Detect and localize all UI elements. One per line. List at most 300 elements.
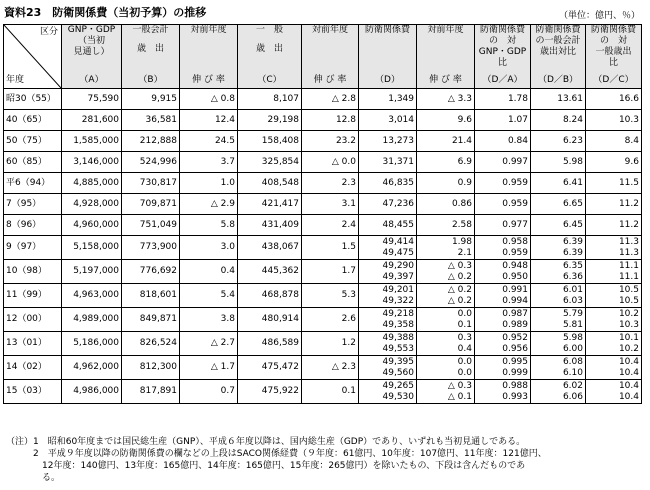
ippan-cell: 849,871 bbox=[122, 308, 180, 332]
saishutsu-cell: 421,417 bbox=[238, 194, 302, 215]
defense-cell bbox=[359, 89, 417, 110]
ratio-ippan-cell-value: 5.98 bbox=[562, 332, 583, 343]
year-cell: 15（03） bbox=[4, 380, 62, 404]
header-growth3-label: 対前年度 bbox=[427, 25, 464, 35]
ratio-ippan-cell bbox=[531, 380, 586, 404]
footnotes bbox=[6, 436, 642, 484]
header-ratio-sai-line: 一般歳出 bbox=[595, 47, 632, 57]
ratio-sai-cell bbox=[586, 194, 642, 215]
table-row bbox=[4, 260, 642, 284]
growth2-cell: 2.6 bbox=[302, 308, 359, 332]
growth3-cell-value: 0.0 bbox=[457, 367, 472, 378]
growth2-cell: 12.8 bbox=[302, 110, 359, 131]
ratio-gnp-cell bbox=[475, 260, 531, 284]
growth3-cell bbox=[417, 236, 475, 260]
defense-cell bbox=[359, 131, 417, 152]
header-ratio-sai-line: の 対 bbox=[599, 36, 627, 46]
growth3-cell bbox=[417, 308, 475, 332]
header-gnp bbox=[62, 25, 122, 89]
ratio-gnp-cell-value: 1.78 bbox=[507, 93, 528, 104]
defense-cell-value: 49,290 bbox=[382, 260, 414, 271]
ratio-ippan-cell bbox=[531, 131, 586, 152]
header-ratio-gnp-code: （D／A） bbox=[482, 75, 523, 85]
ratio-gnp-cell-value: 0.958 bbox=[502, 236, 528, 247]
growth3-cell bbox=[417, 215, 475, 236]
ratio-ippan-cell-value: 6.65 bbox=[562, 198, 583, 209]
ippan-cell: 212,888 bbox=[122, 131, 180, 152]
header-growth1-label: 対前年度 bbox=[190, 25, 227, 35]
ratio-sai-cell-value: 10.4 bbox=[618, 380, 639, 391]
ratio-ippan-cell-value: 6.10 bbox=[562, 367, 583, 378]
growth2-cell: 5.3 bbox=[302, 284, 359, 308]
ratio-sai-cell-value: 10.2 bbox=[618, 308, 639, 319]
defense-cell bbox=[359, 215, 417, 236]
defense-cell bbox=[359, 173, 417, 194]
gnp-cell: 4,962,000 bbox=[62, 356, 122, 380]
growth1-cell: 5.8 bbox=[180, 215, 238, 236]
ippan-cell: 709,871 bbox=[122, 194, 180, 215]
table-row bbox=[4, 173, 642, 194]
growth3-cell-value: △ 3.3 bbox=[447, 93, 472, 104]
ratio-sai-cell bbox=[586, 215, 642, 236]
ratio-ippan-cell-value: 6.41 bbox=[562, 177, 583, 188]
ratio-gnp-cell-value: 0.995 bbox=[502, 356, 528, 367]
ratio-ippan-cell bbox=[531, 110, 586, 131]
header-ippan bbox=[122, 25, 180, 89]
saishutsu-cell: 325,854 bbox=[238, 152, 302, 173]
gnp-cell: 5,197,000 bbox=[62, 260, 122, 284]
header-ratio-gnp-line: 防衛関係費 bbox=[479, 25, 525, 35]
gnp-cell: 4,928,000 bbox=[62, 194, 122, 215]
ratio-sai-cell-value: 11.1 bbox=[618, 260, 639, 271]
ratio-sai-cell-value: 10.4 bbox=[618, 367, 639, 378]
ratio-ippan-cell bbox=[531, 173, 586, 194]
growth1-cell: 0.4 bbox=[180, 260, 238, 284]
growth3-cell bbox=[417, 131, 475, 152]
year-cell: 8（96） bbox=[4, 215, 62, 236]
ratio-sai-cell bbox=[586, 131, 642, 152]
growth1-cell: 1.0 bbox=[180, 173, 238, 194]
growth3-cell-value: 2.1 bbox=[457, 247, 472, 258]
header-ratio-ippan-line: 歳出対比 bbox=[539, 47, 576, 57]
ratio-gnp-cell bbox=[475, 173, 531, 194]
header-ratio-ippan-code: （D／B） bbox=[537, 75, 579, 85]
table-row bbox=[4, 89, 642, 110]
growth1-cell: 3.7 bbox=[180, 152, 238, 173]
growth3-cell-value: 0.3 bbox=[457, 332, 472, 343]
defense-cell bbox=[359, 260, 417, 284]
ratio-ippan-cell-value: 8.24 bbox=[562, 114, 583, 125]
growth3-cell bbox=[417, 356, 475, 380]
growth2-cell: 23.2 bbox=[302, 131, 359, 152]
gnp-cell: 5,186,000 bbox=[62, 332, 122, 356]
gnp-cell: 4,885,000 bbox=[62, 173, 122, 194]
ratio-ippan-cell-value: 6.36 bbox=[562, 271, 583, 282]
defense-cell bbox=[359, 152, 417, 173]
header-growth2-label: 対前年度 bbox=[311, 25, 348, 35]
ratio-gnp-cell-value: 0.993 bbox=[502, 391, 528, 402]
defense-cell bbox=[359, 332, 417, 356]
ratio-ippan-cell bbox=[531, 89, 586, 110]
defense-cell-value: 49,322 bbox=[382, 295, 414, 306]
table-row bbox=[4, 194, 642, 215]
year-cell: 50（75） bbox=[4, 131, 62, 152]
ratio-gnp-cell-value: 0.959 bbox=[502, 247, 528, 258]
growth3-cell-value: 0.9 bbox=[457, 177, 472, 188]
table-row bbox=[4, 110, 642, 131]
growth3-cell-value: △ 0.3 bbox=[447, 380, 472, 391]
ratio-gnp-cell-value: 0.956 bbox=[502, 343, 528, 354]
ratio-sai-cell bbox=[586, 308, 642, 332]
header-growth1 bbox=[180, 25, 238, 89]
year-cell: 7（95） bbox=[4, 194, 62, 215]
header-gnp-code: （A） bbox=[79, 75, 104, 85]
growth1-cell: 5.4 bbox=[180, 284, 238, 308]
growth3-cell bbox=[417, 380, 475, 404]
gnp-cell: 5,158,000 bbox=[62, 236, 122, 260]
defense-budget-table bbox=[3, 24, 642, 404]
ratio-sai-cell-value: 10.4 bbox=[618, 391, 639, 402]
ratio-sai-cell-value: 11.2 bbox=[618, 219, 639, 230]
header-ratio-gnp-line: 比 bbox=[497, 58, 507, 68]
saishutsu-cell: 8,107 bbox=[238, 89, 302, 110]
defense-cell bbox=[359, 110, 417, 131]
saishutsu-cell: 475,922 bbox=[238, 380, 302, 404]
ratio-gnp-cell-value: 0.994 bbox=[502, 295, 528, 306]
growth1-cell: △ 2.7 bbox=[180, 332, 238, 356]
growth2-cell: 2.3 bbox=[302, 173, 359, 194]
growth3-cell-value: 2.58 bbox=[451, 219, 472, 230]
growth2-cell: △ 2.3 bbox=[302, 356, 359, 380]
ratio-gnp-cell-value: 1.07 bbox=[507, 114, 528, 125]
defense-cell bbox=[359, 380, 417, 404]
growth2-cell: 1.7 bbox=[302, 260, 359, 284]
growth1-cell: 12.4 bbox=[180, 110, 238, 131]
ratio-ippan-cell-value: 6.00 bbox=[562, 343, 583, 354]
ratio-gnp-cell bbox=[475, 152, 531, 173]
ratio-gnp-cell bbox=[475, 380, 531, 404]
ratio-ippan-cell-value: 6.45 bbox=[562, 219, 583, 230]
ippan-cell: 9,915 bbox=[122, 89, 180, 110]
defense-cell-value: 49,530 bbox=[382, 391, 414, 402]
ratio-sai-cell-value: 10.5 bbox=[618, 295, 639, 306]
growth1-cell: 0.7 bbox=[180, 380, 238, 404]
ratio-gnp-cell-value: 0.989 bbox=[502, 319, 528, 330]
ratio-sai-cell-value: 11.3 bbox=[618, 236, 639, 247]
ratio-sai-cell bbox=[586, 260, 642, 284]
ratio-sai-cell-value: 10.4 bbox=[618, 356, 639, 367]
ratio-gnp-cell-value: 0.959 bbox=[502, 198, 528, 209]
table-row bbox=[4, 131, 642, 152]
ratio-gnp-cell bbox=[475, 332, 531, 356]
defense-cell-value: 49,218 bbox=[382, 308, 414, 319]
header-saishutsu bbox=[238, 25, 302, 89]
defense-cell-value: 48,455 bbox=[382, 219, 414, 230]
ratio-sai-cell bbox=[586, 236, 642, 260]
table-row bbox=[4, 356, 642, 380]
defense-cell bbox=[359, 236, 417, 260]
ratio-gnp-cell-value: 0.952 bbox=[502, 332, 528, 343]
ratio-sai-cell bbox=[586, 380, 642, 404]
saishutsu-cell: 408,548 bbox=[238, 173, 302, 194]
header-gnp-line: 見通し） bbox=[73, 47, 110, 57]
ippan-cell: 818,601 bbox=[122, 284, 180, 308]
defense-cell-value: 49,475 bbox=[382, 247, 414, 258]
document-title: 資料23 防衛関係費（当初予算）の推移 bbox=[4, 6, 207, 19]
ratio-sai-cell-value: 10.3 bbox=[618, 319, 639, 330]
defense-cell-value: 49,388 bbox=[382, 332, 414, 343]
ratio-ippan-cell-value: 5.79 bbox=[562, 308, 583, 319]
growth3-cell-value: 21.4 bbox=[451, 135, 472, 146]
header-growth3-sub: 伸 び 率 bbox=[429, 75, 462, 85]
growth3-cell-value: 0.0 bbox=[457, 308, 472, 319]
ratio-sai-cell bbox=[586, 332, 642, 356]
defense-cell-value: 13,273 bbox=[382, 135, 414, 146]
year-cell: 14（02） bbox=[4, 356, 62, 380]
growth2-cell: △ 2.8 bbox=[302, 89, 359, 110]
defense-cell bbox=[359, 308, 417, 332]
ratio-ippan-cell bbox=[531, 332, 586, 356]
growth2-cell: 2.4 bbox=[302, 215, 359, 236]
ratio-gnp-cell-value: 0.977 bbox=[502, 219, 528, 230]
growth3-cell bbox=[417, 194, 475, 215]
ratio-sai-cell bbox=[586, 152, 642, 173]
defense-cell bbox=[359, 284, 417, 308]
ratio-sai-cell bbox=[586, 173, 642, 194]
ratio-gnp-cell-value: 0.959 bbox=[502, 177, 528, 188]
ratio-gnp-cell bbox=[475, 131, 531, 152]
growth3-cell-value: 0.1 bbox=[457, 319, 472, 330]
growth1-cell: △ 1.7 bbox=[180, 356, 238, 380]
gnp-cell: 4,960,000 bbox=[62, 215, 122, 236]
ratio-gnp-cell-value: 0.988 bbox=[502, 380, 528, 391]
ratio-ippan-cell-value: 6.39 bbox=[562, 236, 583, 247]
year-cell: 9（97） bbox=[4, 236, 62, 260]
ratio-gnp-cell bbox=[475, 194, 531, 215]
ratio-sai-cell-value: 8.4 bbox=[624, 135, 639, 146]
growth3-cell-value: 6.9 bbox=[457, 156, 472, 167]
ratio-ippan-cell-value: 6.08 bbox=[562, 356, 583, 367]
table-body bbox=[4, 89, 642, 404]
ratio-ippan-cell bbox=[531, 356, 586, 380]
header-growth3 bbox=[417, 25, 475, 89]
growth1-cell: 3.8 bbox=[180, 308, 238, 332]
ratio-gnp-cell bbox=[475, 110, 531, 131]
footnote-line: る。 bbox=[6, 473, 61, 483]
ratio-sai-cell-value: 10.1 bbox=[618, 332, 639, 343]
defense-cell-value: 49,201 bbox=[382, 284, 414, 295]
growth2-cell: 1.2 bbox=[302, 332, 359, 356]
growth2-cell: △ 0.0 bbox=[302, 152, 359, 173]
defense-cell-value: 49,265 bbox=[382, 380, 414, 391]
growth3-cell-value: △ 0.1 bbox=[447, 391, 472, 402]
saishutsu-cell: 438,067 bbox=[238, 236, 302, 260]
ratio-ippan-cell bbox=[531, 260, 586, 284]
ratio-sai-cell-value: 11.1 bbox=[618, 271, 639, 282]
ratio-gnp-cell-value: 0.950 bbox=[502, 271, 528, 282]
header-row bbox=[4, 25, 642, 89]
ippan-cell: 826,524 bbox=[122, 332, 180, 356]
ippan-cell: 524,996 bbox=[122, 152, 180, 173]
ratio-ippan-cell-value: 6.23 bbox=[562, 135, 583, 146]
growth3-cell-value: 1.98 bbox=[451, 236, 472, 247]
ratio-ippan-cell-value: 5.81 bbox=[562, 319, 583, 330]
growth3-cell-value: 9.6 bbox=[457, 114, 472, 125]
growth3-cell bbox=[417, 152, 475, 173]
header-defense-label: 防衛関係費 bbox=[364, 25, 410, 35]
ratio-gnp-cell bbox=[475, 215, 531, 236]
header-growth2-sub: 伸 び 率 bbox=[313, 75, 347, 85]
footnote-line: （注）1 昭和60年度までは国民総生産（GNP）、平成６年度以降は、国内総生産（GDP）であり、いずれも当初見通しである。 bbox=[6, 437, 526, 447]
gnp-cell: 75,590 bbox=[62, 89, 122, 110]
saishutsu-cell: 29,198 bbox=[238, 110, 302, 131]
year-cell: 10（98） bbox=[4, 260, 62, 284]
ippan-cell: 751,049 bbox=[122, 215, 180, 236]
growth3-cell bbox=[417, 260, 475, 284]
header-defense bbox=[359, 25, 417, 89]
growth3-cell-value: 0.4 bbox=[457, 343, 472, 354]
saishutsu-cell: 431,409 bbox=[238, 215, 302, 236]
year-cell: 12（00） bbox=[4, 308, 62, 332]
saishutsu-cell: 480,914 bbox=[238, 308, 302, 332]
growth1-cell: 3.0 bbox=[180, 236, 238, 260]
table-row bbox=[4, 236, 642, 260]
saishutsu-cell: 475,472 bbox=[238, 356, 302, 380]
ratio-ippan-cell bbox=[531, 308, 586, 332]
defense-cell-value: 31,371 bbox=[382, 156, 414, 167]
gnp-cell: 4,986,000 bbox=[62, 380, 122, 404]
ratio-gnp-cell-value: 0.999 bbox=[502, 367, 528, 378]
header-ratio-sai-line: 防衛関係費 bbox=[590, 25, 636, 35]
growth3-cell bbox=[417, 89, 475, 110]
header-defense-code: （D） bbox=[375, 75, 400, 85]
growth1-cell: △ 2.9 bbox=[180, 194, 238, 215]
header-saishutsu-code: （C） bbox=[257, 75, 282, 85]
header-corner bbox=[4, 25, 62, 89]
ratio-gnp-cell bbox=[475, 308, 531, 332]
gnp-cell: 4,989,000 bbox=[62, 308, 122, 332]
defense-cell bbox=[359, 356, 417, 380]
defense-cell-value: 49,560 bbox=[382, 367, 414, 378]
header-gnp-line: （当初 bbox=[77, 36, 105, 46]
ratio-sai-cell-value: 10.3 bbox=[618, 114, 639, 125]
growth3-cell-value: △ 0.2 bbox=[447, 284, 472, 295]
ippan-cell: 773,900 bbox=[122, 236, 180, 260]
footnote-line: 12年度：140億円、13年度：165億円、14年度：165億円、15年度：265億円）を除いたもの、下段は含んだものであ bbox=[6, 461, 526, 471]
growth3-cell-value: △ 0.3 bbox=[447, 260, 472, 271]
saishutsu-cell: 158,408 bbox=[238, 131, 302, 152]
ratio-ippan-cell-value: 13.61 bbox=[557, 93, 583, 104]
header-growth1-sub: 伸 び 率 bbox=[192, 75, 225, 85]
growth3-cell-value: 0.86 bbox=[451, 198, 472, 209]
defense-cell-value: 49,414 bbox=[382, 236, 414, 247]
footnote-line: 2 平成９年度以降の防衛関係費の欄などの上段はSACO関係経費（９年度：61億円、10年度：107億円、11年度：121億円、 bbox=[6, 449, 547, 459]
year-cell: 13（01） bbox=[4, 332, 62, 356]
header-ippan-line: 一般会計 bbox=[132, 25, 169, 35]
header-ippan-line: 歳 出 bbox=[136, 44, 164, 54]
defense-cell-value: 49,397 bbox=[382, 271, 414, 282]
ratio-ippan-cell-value: 6.35 bbox=[562, 260, 583, 271]
header-nendo: 年度 bbox=[6, 75, 25, 85]
ratio-ippan-cell-value: 5.98 bbox=[562, 156, 583, 167]
ratio-ippan-cell bbox=[531, 152, 586, 173]
ratio-sai-cell-value: 11.2 bbox=[618, 198, 639, 209]
table-row bbox=[4, 284, 642, 308]
gnp-cell: 4,963,000 bbox=[62, 284, 122, 308]
header-ratio-gnp bbox=[475, 25, 531, 89]
ratio-gnp-cell bbox=[475, 356, 531, 380]
ratio-gnp-cell-value: 0.948 bbox=[502, 260, 528, 271]
growth3-cell bbox=[417, 110, 475, 131]
ratio-sai-cell bbox=[586, 356, 642, 380]
header-ratio-gnp-line: GNP・GDP bbox=[478, 47, 527, 57]
defense-cell-value: 49,553 bbox=[382, 343, 414, 354]
ratio-ippan-cell-value: 6.02 bbox=[562, 380, 583, 391]
ratio-sai-cell-value: 11.5 bbox=[618, 177, 639, 188]
growth1-cell: △ 0.8 bbox=[180, 89, 238, 110]
header-ratio-ippan bbox=[531, 25, 586, 89]
header-growth2 bbox=[302, 25, 359, 89]
gnp-cell: 3,146,000 bbox=[62, 152, 122, 173]
ratio-ippan-cell-value: 6.39 bbox=[562, 247, 583, 258]
ratio-ippan-cell-value: 6.01 bbox=[562, 284, 583, 295]
ratio-gnp-cell-value: 0.991 bbox=[502, 284, 528, 295]
ippan-cell: 776,692 bbox=[122, 260, 180, 284]
ratio-sai-cell-value: 10.5 bbox=[618, 284, 639, 295]
ratio-sai-cell bbox=[586, 110, 642, 131]
saishutsu-cell: 468,878 bbox=[238, 284, 302, 308]
table-row bbox=[4, 380, 642, 404]
ratio-ippan-cell bbox=[531, 284, 586, 308]
growth3-cell-value: △ 0.2 bbox=[447, 271, 472, 282]
header-saishutsu-line: 一 般 bbox=[255, 25, 283, 35]
ratio-sai-cell-value: 10.2 bbox=[618, 343, 639, 354]
ratio-gnp-cell-value: 0.84 bbox=[507, 135, 528, 146]
table-row bbox=[4, 152, 642, 173]
header-ippan-code: （B） bbox=[138, 75, 163, 85]
ippan-cell: 36,581 bbox=[122, 110, 180, 131]
growth3-cell-value: 0.0 bbox=[457, 356, 472, 367]
defense-cell bbox=[359, 194, 417, 215]
header-ratio-gnp-line: の 対 bbox=[488, 36, 516, 46]
header-ratio-sai-code: （D／C） bbox=[593, 75, 634, 85]
gnp-cell: 281,600 bbox=[62, 110, 122, 131]
ratio-gnp-cell-value: 0.987 bbox=[502, 308, 528, 319]
header-ratio-sai bbox=[586, 25, 642, 89]
header-gnp-line: GNP・GDP bbox=[67, 25, 116, 35]
ratio-ippan-cell bbox=[531, 215, 586, 236]
header-kubun: 区分 bbox=[39, 27, 58, 37]
table-row bbox=[4, 332, 642, 356]
saishutsu-cell: 445,362 bbox=[238, 260, 302, 284]
defense-cell-value: 49,395 bbox=[382, 356, 414, 367]
year-cell: 60（85） bbox=[4, 152, 62, 173]
unit-note: （単位：億円、％） bbox=[558, 11, 640, 21]
table-row bbox=[4, 308, 642, 332]
ippan-cell: 817,891 bbox=[122, 380, 180, 404]
growth2-cell: 3.1 bbox=[302, 194, 359, 215]
ratio-ippan-cell bbox=[531, 236, 586, 260]
defense-cell-value: 46,835 bbox=[382, 177, 414, 188]
ratio-ippan-cell bbox=[531, 194, 586, 215]
table-row bbox=[4, 215, 642, 236]
gnp-cell: 1,585,000 bbox=[62, 131, 122, 152]
ratio-sai-cell bbox=[586, 284, 642, 308]
growth3-cell bbox=[417, 173, 475, 194]
ratio-ippan-cell-value: 6.03 bbox=[562, 295, 583, 306]
defense-cell-value: 3,014 bbox=[388, 114, 414, 125]
growth3-cell-value: △ 0.2 bbox=[447, 295, 472, 306]
